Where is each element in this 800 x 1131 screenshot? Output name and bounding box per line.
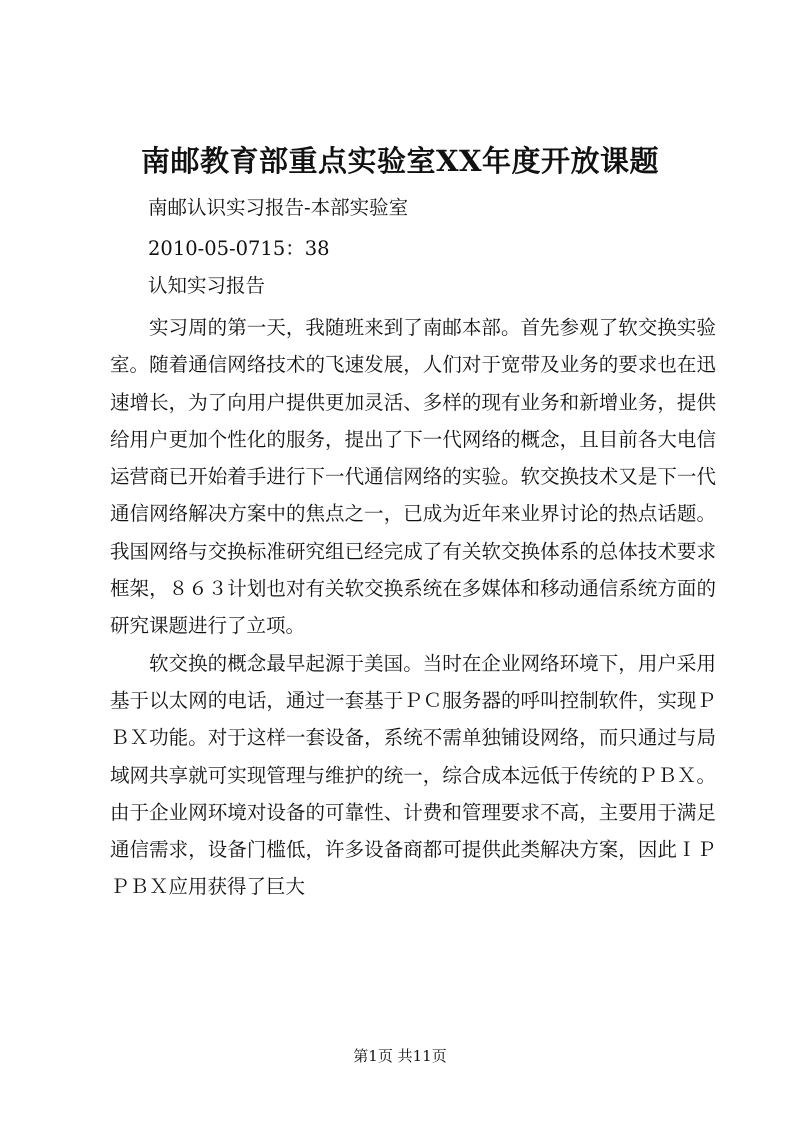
document-title: 南邮教育部重点实验室XX年度开放课题 — [140, 144, 659, 178]
section-heading: 认知实习报告 — [148, 274, 266, 297]
paragraph-1: 实习周的第一天，我随班来到了南邮本部。首先参观了软交换实验室。随着通信网络技术的飞速发展，人们对于宽带及业务的要求也在迅速增长，为了向用户提供更加灵活、多样的现有业务和新增业务，提供给用户更加个性化的服务，提出了下一代网络的概念，且目前各大电信运营商已开始着手进行下一代通信网络的实验。软交换技术又是下一代通信网络解决方案中的焦点之一，已成为近年来业界讨论的热点话题。我国网络与交换标准研究组已经完成了有关软交换体系的总体技术要求框架，８６３计划也对有关软交换系统在多媒体和移动通信系统方面的研究课题进行了立项。 — [110, 316, 716, 638]
body-text — [110, 309, 716, 906]
paragraph-2: 软交换的概念最早起源于美国。当时在企业网络环境下，用户采用基于以太网的电话，通过一套基于ＰＣ服务器的呼叫控制软件，实现ＰＢＸ功能。对于这样一套设备，系统不需单独铺设网络，而只通过与局域网共享就可实现管理与维护的统一，综合成本远低于传统的ＰＢＸ。由于企业网环境对设备的可靠性、计费和管理要求不高，主要用于满足通信需求，设备门槛低，许多设备商都可提供此类解决方案，因此ＩＰＰＢＸ应用获得了巨大 — [110, 651, 716, 899]
document-date: 2010-05-0715：38 — [148, 237, 330, 260]
page-footer: 第1页 共11页 — [353, 1047, 447, 1065]
document-subtitle: 南邮认识实习报告-本部实验室 — [148, 196, 409, 219]
